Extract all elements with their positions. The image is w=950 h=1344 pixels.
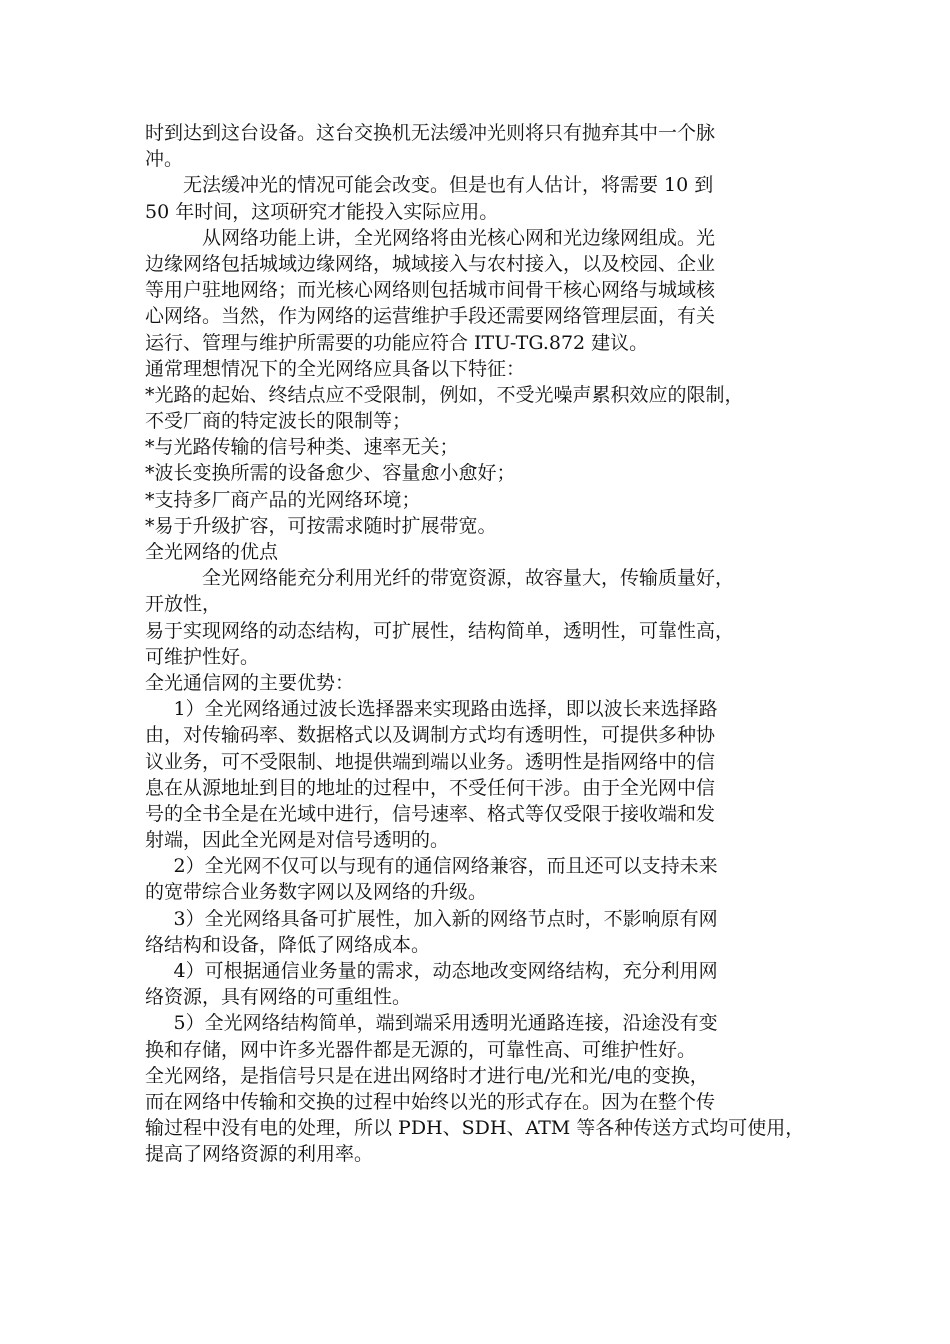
text-line: 可维护性好。 [145,645,260,668]
text-line: 1）全光网络通过波长选择器来实现路由选择，即以波长来选择路 [173,698,718,721]
text-line: 5）全光网络结构简单，端到端采用透明光通路连接，沿途没有变 [173,1012,718,1035]
text-line: *波长变换所需的设备愈少、容量愈小愈好； [145,462,516,485]
text-line: 输过程中没有电的处理，所以 PDH、SDH、ATM 等各种传送方式均可使用， [145,1117,805,1140]
text-line: 时到达到这台设备。这台交换机无法缓冲光则将只有抛弃其中一个脉 [145,122,716,144]
text-line: 心网络。当然，作为网络的运营维护手段还需要网络管理层面，有关 [145,305,716,328]
text-line: *与光路传输的信号种类、速率无关； [145,436,459,459]
text-line: 络结构和设备，降低了网络成本。 [145,933,431,956]
text-line: *易于升级扩容，可按需求随时扩展带宽。 [145,514,497,537]
text-line: 无法缓冲光的情况可能会改变。但是也有人估计，将需要 10 到 [183,174,714,197]
text-line: 3）全光网络具备可扩展性，加入新的网络节点时，不影响原有网 [173,907,718,930]
text-line: 全光网络的优点 [145,541,279,563]
text-line: 易于实现网络的动态结构，可扩展性，结构简单，透明性，可靠性高， [145,619,735,642]
text-line: 换和存储，网中许多光器件都是无源的，可靠性高、可维护性好。 [145,1038,697,1061]
text-line: 息在从源地址到目的地址的过程中，不受任何干涉。由于全光网中信 [145,776,716,799]
text-line: *光路的起始、终结点应不受限制，例如，不受光噪声累积效应的限制， [145,383,744,406]
text-line: *支持多厂商产品的光网络环境； [145,488,421,511]
text-line: 而在网络中传输和交换的过程中始终以光的形式存在。因为在整个传 [145,1090,716,1113]
text-line: 冲。 [145,148,184,171]
text-line: 通常理想情况下的全光网络应具备以下特征： [145,357,526,380]
text-line: 边缘网络包括城域边缘网络，城域接入与农村接入，以及校园、企业 [145,252,716,275]
text-line: 全光网络能充分利用光纤的带宽资源，故容量大，传输质量好， [202,567,735,590]
text-line: 运行、管理与维护所需要的功能应符合 ITU-TG.872 建议。 [145,331,649,354]
text-line: 议业务，可不受限制、地提供端到端以业务。透明性是指网络中的信 [145,750,716,773]
text-line: 50 年时间，这项研究才能投入实际应用。 [145,200,499,223]
text-line: 从网络功能上讲，全光网络将由光核心网和光边缘网组成。光 [202,226,716,249]
text-line: 由，对传输码率、数据格式以及调制方式均有透明性，可提供多种协 [145,724,716,747]
document-body [145,120,817,1168]
text-line: 全光网络，是指信号只是在进出网络时才进行电/光和光/电的变换， [145,1064,709,1087]
text-line: 射端，因此全光网是对信号透明的。 [145,829,450,852]
text-line: 络资源，具有网络的可重组性。 [145,986,412,1009]
text-line: 等用户驻地网络；而光核心网络则包括城市间骨干核心网络与城域核 [145,279,716,302]
text-line: 的宽带综合业务数字网以及网络的升级。 [145,881,488,904]
text-line: 不受厂商的特定波长的限制等； [145,410,412,433]
text-line: 全光通信网的主要优势： [145,671,355,694]
text-line: 号的全书全是在光域中进行，信号速率、格式等仅受限于接收端和发 [145,802,716,825]
text-line: 2）全光网不仅可以与现有的通信网络兼容，而且还可以支持未来 [173,855,718,878]
text-line: 提高了网络资源的利用率。 [145,1143,374,1166]
text-line: 4）可根据通信业务量的需求，动态地改变网络结构，充分利用网 [173,960,718,982]
text-line: 开放性， [145,593,222,616]
